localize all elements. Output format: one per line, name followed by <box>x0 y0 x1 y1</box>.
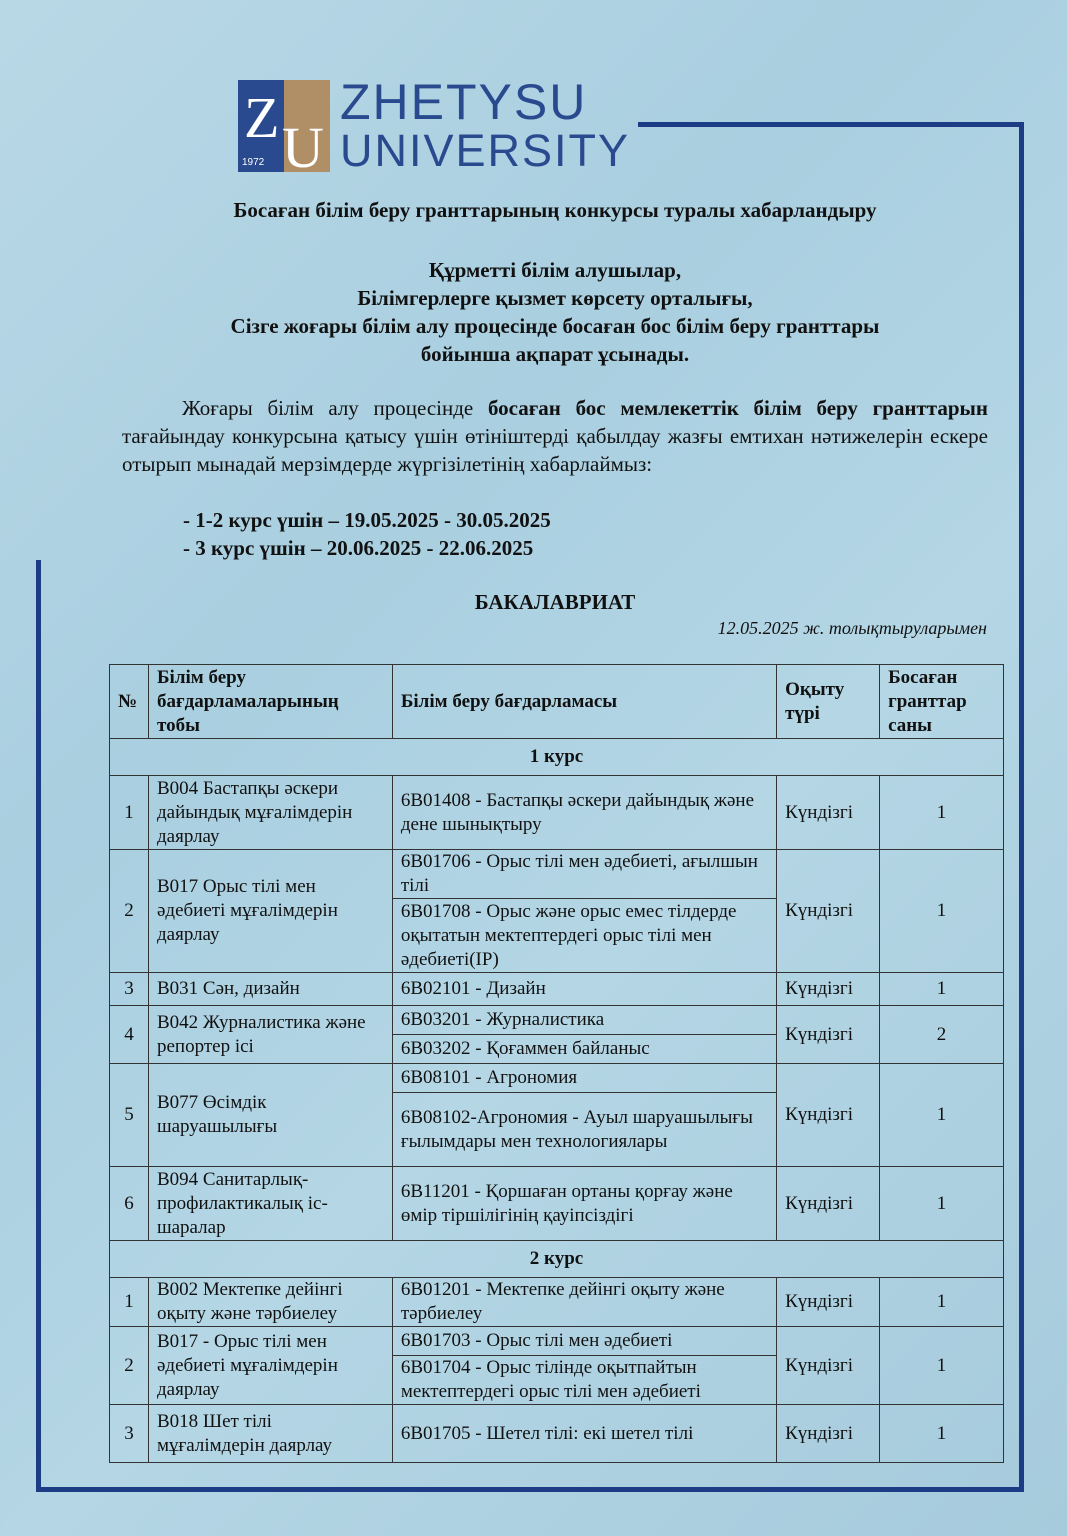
row-num: 5 <box>110 1064 149 1167</box>
row-group: В017 - Орыс тілі мен әдебиеті мұғалімдерін даярлау <box>148 1327 392 1405</box>
row-form: Күндізгі <box>777 1167 880 1241</box>
row-program: 6B11201 - Қоршаған ортаны қорғау және өмір тіршілігінің қауіпсіздігі <box>392 1167 776 1241</box>
row-form: Күндізгі <box>777 1064 880 1167</box>
row-count: 1 <box>880 1405 1004 1463</box>
logo-u-block <box>282 80 330 180</box>
course-label: 2 курс <box>110 1241 1004 1278</box>
row-program: 6B01704 - Орыс тілінде оқытпайтын мектептердегі орыс тілі мен әдебиеті <box>392 1356 776 1405</box>
row-form: Күндізгі <box>777 1405 880 1463</box>
greeting-line: бойынша ақпарат ұсынады. <box>420 342 690 366</box>
logo-name-line1: ZHETYSU <box>340 74 588 130</box>
dates-list <box>183 506 551 562</box>
row-count: 1 <box>880 1278 1004 1327</box>
paragraph-text: Жоғары білім алу процесінде <box>182 396 488 420</box>
row-num: 1 <box>110 1278 149 1327</box>
course-row <box>110 1241 1004 1278</box>
frame-top-line <box>638 122 1024 127</box>
table-row <box>110 973 1004 1006</box>
row-form: Күндізгі <box>777 1006 880 1064</box>
row-count: 1 <box>880 1327 1004 1405</box>
table-row <box>110 1167 1004 1241</box>
announcement-paragraph <box>122 394 988 478</box>
row-program: 6B01703 - Орыс тілі мен әдебиеті <box>392 1327 776 1356</box>
row-num: 3 <box>110 973 149 1006</box>
header-form: Оқыту түрі <box>777 665 880 739</box>
row-num: 2 <box>110 850 149 973</box>
header-program: Білім беру бағдарламасы <box>392 665 776 739</box>
date-item: - 3 курс үшін – 20.06.2025 - 22.06.2025 <box>183 536 534 560</box>
table-header-row <box>110 665 1004 739</box>
row-form: Күндізгі <box>777 1327 880 1405</box>
row-num: 4 <box>110 1006 149 1064</box>
section-title: БАКАЛАВРИАТ <box>474 590 636 614</box>
university-logo <box>238 80 330 180</box>
header-num: № <box>110 665 149 739</box>
header-count: Босаған гранттар саны <box>880 665 1004 739</box>
row-program: 6B01408 - Бастапқы әскери дайындық және дене шынықтыру <box>392 776 776 850</box>
row-count: 1 <box>880 776 1004 850</box>
logo-z-block <box>238 80 284 172</box>
row-form: Күндізгі <box>777 850 880 973</box>
table-row <box>110 1327 1004 1356</box>
paragraph-bold-text: босаған бос мемлекеттік білім беру гранттарын <box>487 396 988 420</box>
row-program: 6B03202 - Қоғаммен байланыс <box>392 1035 776 1064</box>
row-program: 6B01706 - Орыс тілі мен әдебиеті, ағылшын тілі <box>392 850 776 899</box>
row-program: 6B01708 - Орыс және орыс емес тілдерде оқытатын мектептердегі орыс тілі мен әдебиеті(IP) <box>392 899 776 973</box>
announcement-title: Босаған білім беру гранттарының конкурсы туралы хабарландыру <box>233 198 877 222</box>
row-program: 6B08101 - Агрономия <box>392 1064 776 1093</box>
row-group: В004 Бастапқы әскери дайындық мұғалімдерін даярлау <box>148 776 392 850</box>
row-group: В018 Шет тілі мұғалімдерін даярлау <box>148 1405 392 1463</box>
row-num: 1 <box>110 776 149 850</box>
row-count: 1 <box>880 850 1004 973</box>
table-row <box>110 1006 1004 1035</box>
row-group: В094 Санитарлық-профилактикалық іс-шаралар <box>148 1167 392 1241</box>
greeting-block <box>110 256 1000 368</box>
table-row <box>110 1405 1004 1463</box>
row-group: В031 Сән, дизайн <box>148 973 392 1006</box>
row-count: 2 <box>880 1006 1004 1064</box>
header-group: Білім беру бағдарламаларының тобы <box>148 665 392 739</box>
date-item: - 1-2 курс үшін – 19.05.2025 - 30.05.2025 <box>183 508 551 532</box>
row-form: Күндізгі <box>777 1278 880 1327</box>
table-row <box>110 1278 1004 1327</box>
logo-year: 1972 <box>242 157 265 168</box>
row-form: Күндізгі <box>777 776 880 850</box>
logo-wordmark <box>340 76 630 174</box>
frame-bottom-line <box>36 1487 1024 1492</box>
row-count: 1 <box>880 1167 1004 1241</box>
row-form: Күндізгі <box>777 973 880 1006</box>
frame-left-line <box>36 560 41 1492</box>
greeting-line: Білімгерлерге қызмет көрсету орталығы, <box>357 286 753 310</box>
table-row <box>110 1064 1004 1093</box>
frame-right-line <box>1019 122 1024 1492</box>
greeting-line: Сізге жоғары білім алу процесінде босаған бос білім беру гранттары <box>230 314 880 338</box>
course-label: 1 курс <box>110 739 1004 776</box>
update-note: 12.05.2025 ж. толықтыруларымен <box>717 618 987 638</box>
logo-letter-z: Z <box>244 85 280 150</box>
course-row <box>110 739 1004 776</box>
row-program: 6B02101 - Дизайн <box>392 973 776 1006</box>
row-program: 6B03201 - Журналистика <box>392 1006 776 1035</box>
row-num: 2 <box>110 1327 149 1405</box>
grants-table <box>109 664 1004 1463</box>
logo-letter-u: U <box>282 115 324 180</box>
row-program: 6B08102-Агрономия - Ауыл шаруашылығы ғылымдары мен технологиялары <box>392 1093 776 1167</box>
row-program: 6B01705 - Шетел тілі: екі шетел тілі <box>392 1405 776 1463</box>
table-row <box>110 850 1004 899</box>
row-group: В042 Журналистика және репортер ісі <box>148 1006 392 1064</box>
greeting-line: Құрметті білім алушылар, <box>428 258 682 282</box>
row-group: В002 Мектепке дейінгі оқыту және тәрбиелеу <box>148 1278 392 1327</box>
row-group: В017 Орыс тілі мен әдебиеті мұғалімдерін даярлау <box>148 850 392 973</box>
row-num: 3 <box>110 1405 149 1463</box>
table-row <box>110 776 1004 850</box>
row-count: 1 <box>880 973 1004 1006</box>
row-count: 1 <box>880 1064 1004 1167</box>
row-group: В077 Өсімдік шаруашылығы <box>148 1064 392 1167</box>
row-num: 6 <box>110 1167 149 1241</box>
paragraph-text: тағайындау конкурсына қатысу үшін өтініштерді қабылдау жазғы емтихан нәтижелерін ескере отырып мынадай мерзімдерде жүргізілетінің хабарлаймыз: <box>122 424 988 476</box>
logo-name-line2: UNIVERSITY <box>340 125 631 176</box>
row-program: 6B01201 - Мектепке дейінгі оқыту және тәрбиелеу <box>392 1278 776 1327</box>
